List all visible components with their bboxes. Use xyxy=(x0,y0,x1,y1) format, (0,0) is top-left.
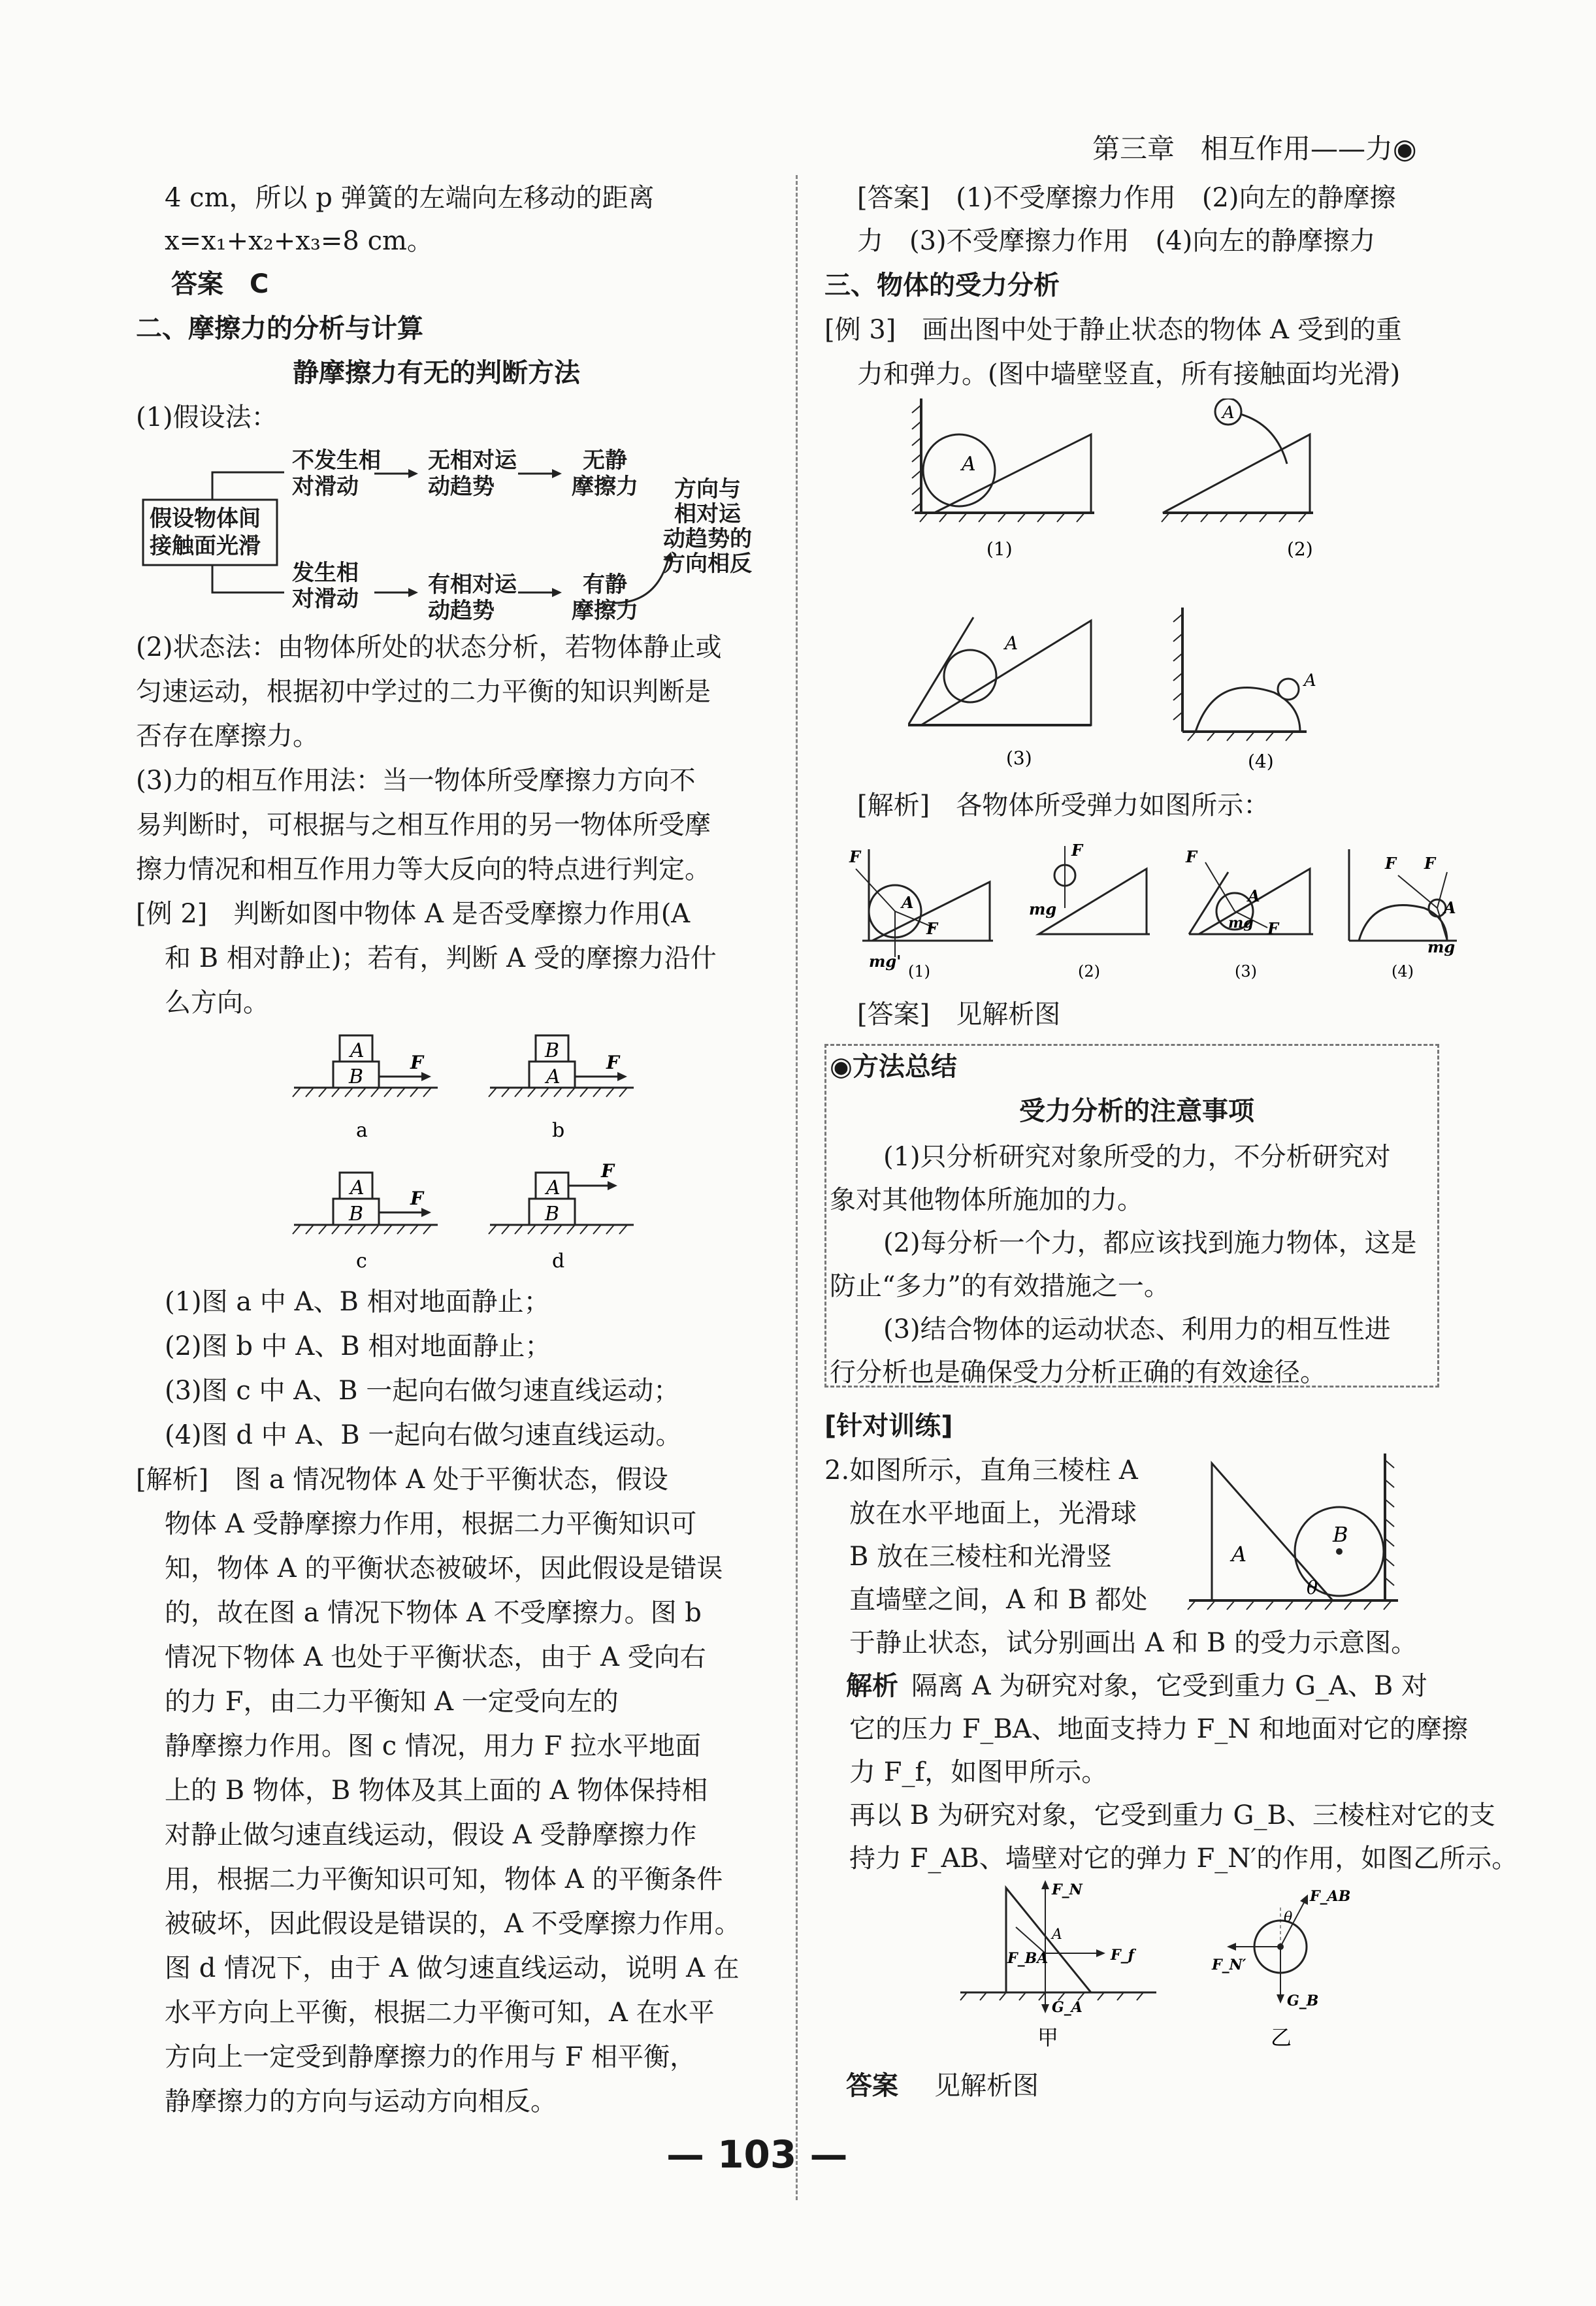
example-2-line-2: 和 B 相对静止)；若有，判断 A 受的摩擦力沿什 xyxy=(165,943,717,973)
question-2-line-2: 放在水平地面上，光滑球 xyxy=(849,1499,1137,1529)
svg-text:(1): (1) xyxy=(908,962,930,981)
svg-text:A: A xyxy=(546,1177,561,1199)
flow-chart xyxy=(140,447,787,624)
svg-text:(2): (2) xyxy=(1078,962,1100,981)
chapter-label: 第三章 xyxy=(1092,133,1175,165)
svg-text:A: A xyxy=(1304,671,1316,690)
svg-text:θ: θ xyxy=(1284,1909,1293,1926)
analysis-2-line: 图 d 情况下，由于 A 做匀速直线运动，说明 A 在 xyxy=(165,1953,740,1983)
analysis-2-line: 的力 F，由二力平衡知 A 一定受向左的 xyxy=(165,1687,619,1717)
ex3-figure-3 xyxy=(908,617,1091,769)
svg-text:F: F xyxy=(1385,854,1397,873)
analysis-2-line: 物体 A 受静摩擦力作用，根据二力平衡知识可 xyxy=(165,1509,697,1539)
method-2-line-2: 匀速运动，根据初中学过的二力平衡的知识判断是 xyxy=(136,677,711,707)
svg-text:B: B xyxy=(545,1203,560,1226)
svg-text:A: A xyxy=(1052,1926,1062,1943)
analysis-3-figures xyxy=(843,836,1463,990)
svg-text:(2): (2) xyxy=(1287,538,1313,560)
svg-text:A: A xyxy=(1222,403,1235,423)
question-2-line-4: 直墙壁之间，A 和 B 都处 xyxy=(849,1585,1148,1615)
figure-a xyxy=(293,1035,438,1142)
summary-line-5: (3)结合物体的运动状态、利用力的相互性进 xyxy=(883,1314,1391,1344)
svg-text:c: c xyxy=(356,1250,367,1273)
svg-text:a: a xyxy=(356,1119,368,1142)
method-3-line-3: 擦力情况和相互作用力等大反向的特点进行判定。 xyxy=(136,854,711,885)
flow-top-1: 不发生相 对滑动 xyxy=(292,447,381,500)
svg-text:F: F xyxy=(1186,847,1197,866)
force-figure-4 xyxy=(1349,849,1457,981)
figure-jia xyxy=(960,1880,1156,2050)
analysis-2-line: 用，根据二力平衡知识可知，物体 A 的平衡条件 xyxy=(165,1864,723,1894)
ex3-figure-2 xyxy=(1162,398,1313,560)
analysis-2-line: 水平方向上平衡，根据二力平衡可知，A 在水平 xyxy=(165,1998,715,2028)
flow-assume-box: 假设物体间 接触面光滑 xyxy=(150,506,261,559)
svg-text:θ: θ xyxy=(1307,1577,1318,1599)
summary-line-3: (2)每分析一个力，都应该找到施力物体，这是 xyxy=(883,1228,1417,1258)
analysis-2-line: 静摩擦力作用。图 c 情况，用力 F 拉水平地面 xyxy=(165,1731,702,1761)
page-number: 103 xyxy=(717,2132,797,2177)
analysis-q2-line-5: 持力 F_AB、墙壁对它的弹力 F_N′的作用，如图乙所示。 xyxy=(849,1843,1518,1874)
method-3-line-1: (3)力的相互作用法：当一物体所受摩擦力方向不 xyxy=(136,766,696,796)
flow-bottom-2: 有相对运 动趋势 xyxy=(428,572,517,624)
svg-text:F_f: F_f xyxy=(1111,1947,1135,1964)
method-2-line-3: 否存在摩擦力。 xyxy=(136,721,319,751)
svg-text:F: F xyxy=(1424,854,1436,873)
figure-b xyxy=(489,1035,634,1142)
summary-line-1: (1)只分析研究对象所受的力，不分析研究对 xyxy=(883,1142,1391,1172)
svg-text:A: A xyxy=(1444,898,1456,917)
example-3-figures xyxy=(908,398,1352,784)
analysis-q2-line-4: 再以 B 为研究对象，它受到重力 G_B、三棱柱对它的支 xyxy=(849,1800,1495,1830)
question-4: (4)图 d 中 A、B 一起向右做匀速直线运动。 xyxy=(165,1420,682,1450)
page-number-line xyxy=(666,2128,847,2181)
svg-text:F: F xyxy=(926,919,938,938)
question-2-line-1: 2.如图所示，直角三棱柱 A xyxy=(824,1455,1138,1486)
answer-2-line-2: 力 (3)不受摩擦力作用 (4)向左的静摩擦力 xyxy=(857,226,1376,256)
svg-text:F: F xyxy=(601,1160,614,1182)
svg-text:F: F xyxy=(849,847,861,866)
svg-text:mg: mg xyxy=(1029,900,1057,918)
svg-text:(1): (1) xyxy=(986,538,1013,560)
analysis-2-line: 静摩擦力的方向与运动方向相反。 xyxy=(165,2087,557,2117)
ex3-figure-4 xyxy=(1173,608,1316,772)
svg-text:A: A xyxy=(1231,1542,1247,1567)
svg-text:G_B: G_B xyxy=(1287,1992,1319,2009)
answer-1: 答案 C xyxy=(171,269,269,299)
summary-line-6: 行分析也是确保受力分析正确的有效途径。 xyxy=(830,1357,1326,1388)
svg-text:A: A xyxy=(902,893,914,912)
dash-right: — xyxy=(796,2132,848,2177)
svg-text:A: A xyxy=(1005,632,1018,654)
method-summary-tag: ◉方法总结 xyxy=(830,1052,957,1082)
intro-line-2: x=x₁+x₂+x₃=8 cm。 xyxy=(165,226,433,256)
svg-text:mg': mg' xyxy=(869,952,902,971)
final-answer-label: 答案 xyxy=(846,2071,898,2101)
example-3-line-1: [例 3] 画出图中处于静止状态的物体 A 受到的重 xyxy=(824,315,1402,345)
question-1: (1)图 a 中 A、B 相对地面静止； xyxy=(165,1287,550,1317)
example-2-line-3: 么方向。 xyxy=(165,988,269,1018)
svg-text:A: A xyxy=(1248,886,1260,905)
analysis-2-line: [解析] 图 a 情况物体 A 处于平衡状态，假设 xyxy=(136,1465,668,1495)
svg-text:(3): (3) xyxy=(1006,747,1032,769)
analysis-2-line: 被破坏，因此假设是错误的，A 不受摩擦力作用。 xyxy=(165,1909,741,1939)
svg-text:mg: mg xyxy=(1228,915,1254,932)
svg-text:b: b xyxy=(552,1119,565,1142)
summary-line-2: 象对其他物体所施加的力。 xyxy=(830,1185,1143,1215)
question-2: (2)图 b 中 A、B 相对地面静止； xyxy=(165,1331,551,1361)
analysis-2-line: 方向上一定受到静摩擦力的作用与 F 相平衡， xyxy=(165,2042,696,2072)
method-2-line-1: (2)状态法：由物体所处的状态分析，若物体静止或 xyxy=(136,632,722,662)
figure-d xyxy=(489,1160,634,1273)
svg-text:A: A xyxy=(350,1039,365,1062)
svg-text:F_BA: F_BA xyxy=(1007,1950,1049,1967)
flow-top-3: 无静 摩擦力 xyxy=(572,447,638,500)
figure-c xyxy=(293,1173,438,1273)
svg-text:A: A xyxy=(350,1177,365,1199)
flow-top-2: 无相对运 动趋势 xyxy=(428,447,517,500)
svg-text:F: F xyxy=(1071,841,1083,860)
analysis-q2-line-2: 它的压力 F_BA、地面支持力 F_N 和地面对它的摩擦 xyxy=(849,1714,1468,1744)
method-3-line-2: 易判断时，可根据与之相互作用的另一物体所受摩 xyxy=(136,810,711,840)
analysis-q2-line-3: 力 F_f，如图甲所示。 xyxy=(849,1757,1108,1787)
analysis-label: 解析 xyxy=(846,1671,898,1701)
analysis-2-line: 知，物体 A 的平衡状态被破坏，因此假设是错误 xyxy=(165,1553,723,1583)
svg-text:G_A: G_A xyxy=(1052,1999,1083,2016)
svg-text:F_N′: F_N′ xyxy=(1212,1957,1246,1973)
force-figure-2 xyxy=(1029,841,1150,981)
svg-text:(4): (4) xyxy=(1392,962,1414,981)
svg-text:F_AB: F_AB xyxy=(1310,1888,1351,1905)
answer-2-line-1: [答案] (1)不受摩擦力作用 (2)向左的静摩擦 xyxy=(857,183,1396,213)
force-figure-3 xyxy=(1185,847,1313,981)
example-3-line-2: 力和弹力。(图中墙壁竖直，所有接触面均光滑) xyxy=(857,359,1401,389)
flow-result: 方向与 相对运 动趋势的 方向相反 xyxy=(663,476,752,577)
analysis-2-line: 的，故在图 a 情况下物体 A 不受摩擦力。图 b xyxy=(165,1598,702,1628)
force-figure-1 xyxy=(849,847,993,981)
svg-text:B: B xyxy=(1333,1522,1348,1547)
method-1: (1)假设法： xyxy=(136,402,278,432)
question-2-figure xyxy=(1176,1447,1424,1630)
analysis-2-line: 上的 B 物体，B 物体及其上面的 A 物体保持相 xyxy=(165,1776,708,1806)
svg-text:F: F xyxy=(606,1052,619,1073)
svg-text:F_N: F_N xyxy=(1052,1881,1083,1898)
svg-text:B: B xyxy=(349,1203,364,1226)
flow-bottom-1: 发生相 对滑动 xyxy=(292,560,359,612)
method-title: 静摩擦力有无的判断方法 xyxy=(293,358,580,388)
intro-line-1: 4 cm，所以 p 弹簧的左端向左移动的距离 xyxy=(165,183,655,213)
svg-text:A: A xyxy=(546,1065,561,1088)
svg-text:F: F xyxy=(410,1052,423,1073)
summary-line-4: 防止“多力”的有效措施之一。 xyxy=(830,1271,1170,1301)
svg-text:乙: 乙 xyxy=(1271,2025,1292,2050)
analysis-3: [解析] 各物体所受弹力如图所示： xyxy=(857,790,1270,820)
training-heading: [针对训练] xyxy=(824,1411,953,1441)
example-2-line-1: [例 2] 判断如图中物体 A 是否受摩擦力作用(A xyxy=(136,899,691,929)
ex3-figure-1 xyxy=(912,398,1094,560)
svg-text:mg: mg xyxy=(1427,937,1456,956)
dash-left: — xyxy=(666,2132,718,2177)
svg-text:F: F xyxy=(410,1188,423,1209)
analysis-2-line: 情况下物体 A 也处于平衡状态，由于 A 受向右 xyxy=(165,1642,706,1672)
section-3-heading: 三、物体的受力分析 xyxy=(824,270,1060,300)
answer-3: [答案] 见解析图 xyxy=(857,999,1061,1030)
section-2-heading: 二、摩擦力的分析与计算 xyxy=(136,314,423,344)
svg-text:B: B xyxy=(349,1065,364,1088)
method-summary-title: 受力分析的注意事项 xyxy=(1019,1096,1254,1126)
svg-text:B: B xyxy=(545,1039,560,1062)
flow-bottom-3: 有静 摩擦力 xyxy=(572,572,638,624)
analysis-q2-line-1: 隔离 A 为研究对象，它受到重力 G_A、B 对 xyxy=(911,1671,1427,1701)
svg-text:F: F xyxy=(1267,919,1279,938)
question-2-line-3: B 放在三棱柱和光滑竖 xyxy=(849,1542,1113,1572)
chapter-title: 相互作用——力◉ xyxy=(1201,133,1417,165)
final-answer: 见解析图 xyxy=(934,2071,1039,2101)
figure-yi xyxy=(1211,1888,1350,2050)
svg-text:(3): (3) xyxy=(1235,962,1257,981)
svg-text:(4): (4) xyxy=(1248,751,1274,772)
svg-text:A: A xyxy=(962,453,976,476)
column-divider xyxy=(796,175,798,2200)
question-3: (3)图 c 中 A、B 一起向右做匀速直线运动； xyxy=(165,1376,680,1406)
svg-text:甲: 甲 xyxy=(1037,2025,1059,2050)
analysis-2-line: 对静止做匀速直线运动，假设 A 受静摩擦力作 xyxy=(165,1820,697,1850)
svg-text:d: d xyxy=(552,1250,565,1273)
final-force-figures xyxy=(954,1875,1372,2051)
question-2-line-5: 于静止状态，试分别画出 A 和 B 的受力示意图。 xyxy=(849,1628,1418,1658)
example-2-figures xyxy=(287,1026,653,1274)
